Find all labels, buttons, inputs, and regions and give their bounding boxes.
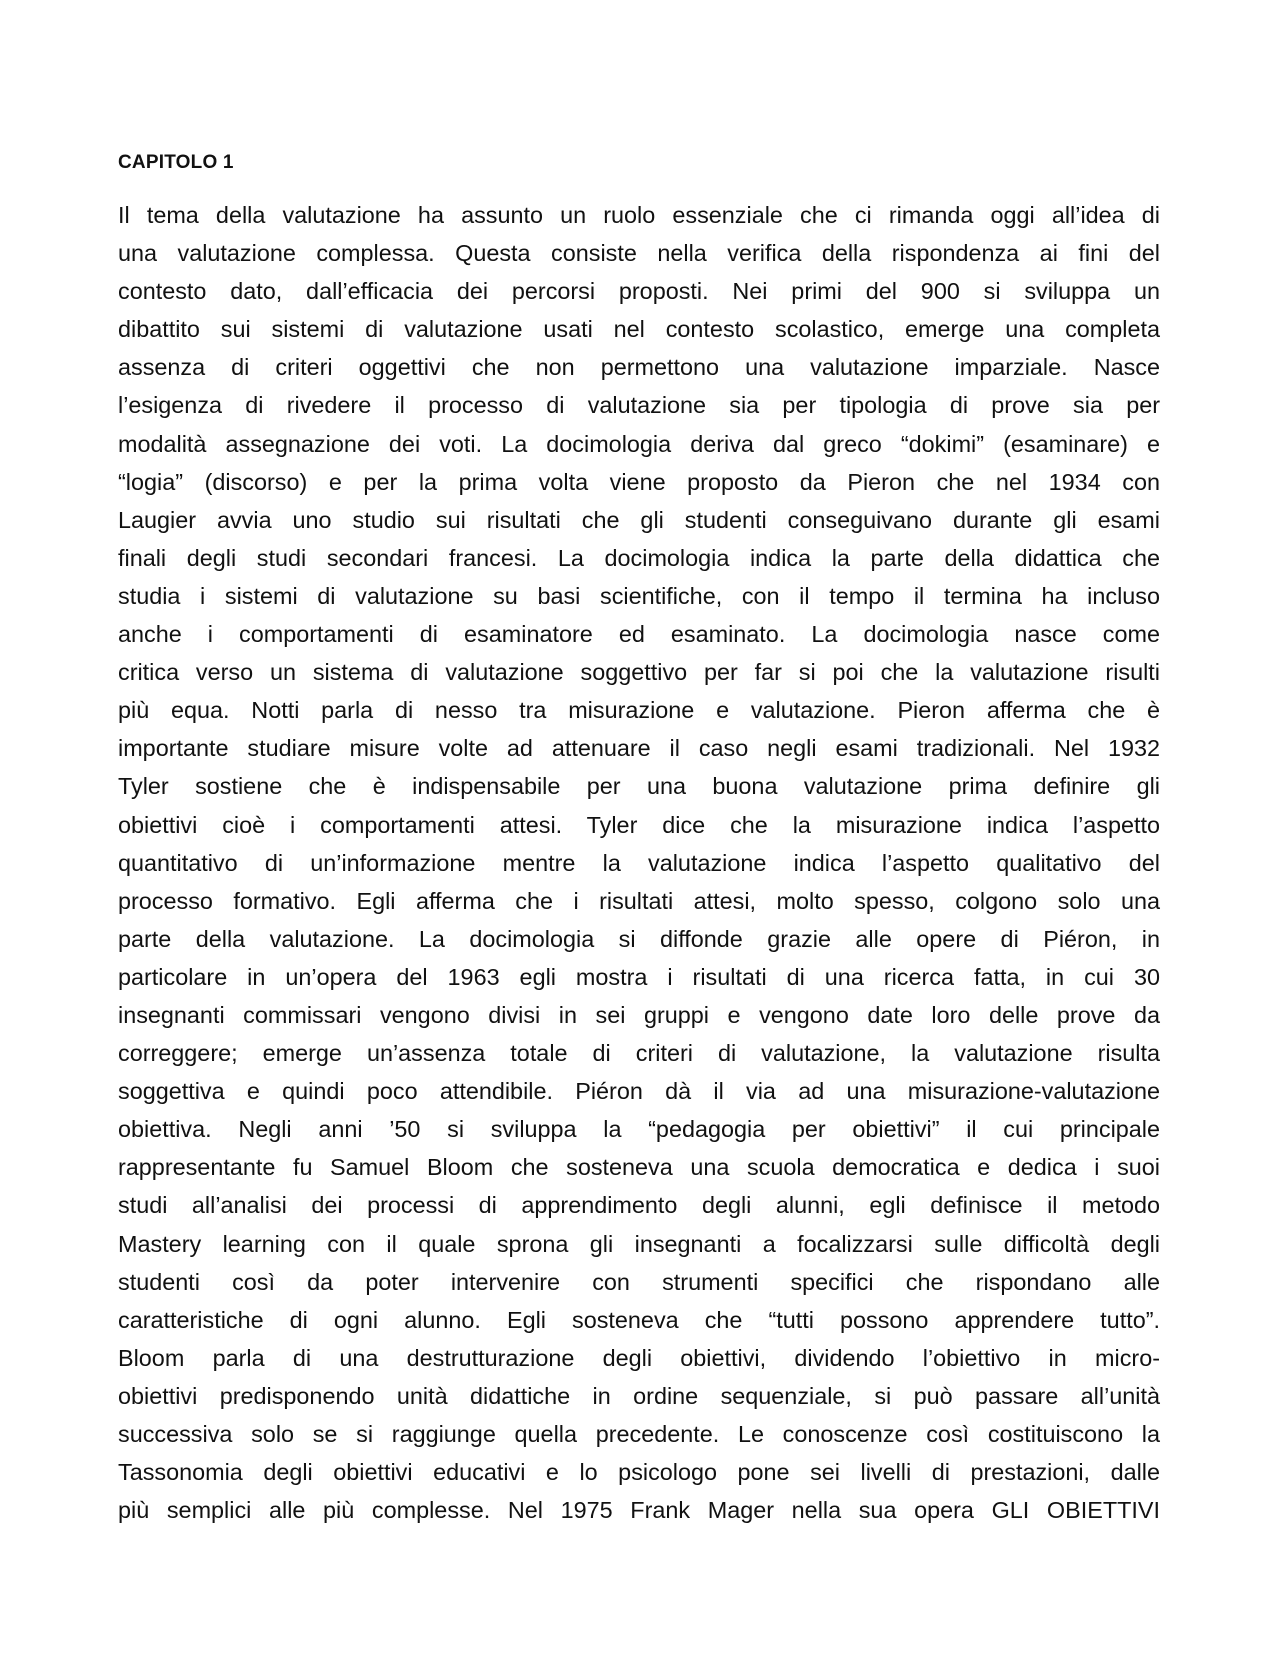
text-line: l’esigenza di rivedere il processo di valutazione sia per tipologia di prove sia per (118, 392, 1160, 419)
text-line: Tyler sostiene che è indispensabile per una buona valutazione prima definire gli (118, 773, 1160, 800)
text-line: “logia” (discorso) e per la prima volta viene proposto da Pieron che nel 1934 con (118, 468, 1160, 495)
text-line: contesto dato, dall’efficacia dei percorsi proposti. Nei primi del 900 si sviluppa un (118, 278, 1160, 305)
text-line: obiettivi cioè i comportamenti attesi. Tyler dice che la misurazione indica l’aspetto (118, 811, 1160, 838)
text-line: finali degli studi secondari francesi. La docimologia indica la parte della didattica che (118, 544, 1160, 571)
text-line: caratteristiche di ogni alunno. Egli sosteneva che “tutti possono apprendere tutto”. (118, 1306, 1160, 1333)
text-line: Laugier avvia uno studio sui risultati che gli studenti conseguivano durante gli esami (118, 506, 1160, 533)
text-line: dibattito sui sistemi di valutazione usati nel contesto scolastico, emerge una completa (118, 316, 1160, 343)
text-line: studi all’analisi dei processi di apprendimento degli alunni, egli definisce il metodo (118, 1192, 1160, 1219)
text-line: obiettiva. Negli anni ’50 si sviluppa la “pedagogia per obiettivi” il cui principale (118, 1116, 1160, 1143)
text-line: Bloom parla di una destrutturazione degli obiettivi, dividendo l’obiettivo in micro- (118, 1344, 1160, 1371)
text-line: più semplici alle più complesse. Nel 1975 Frank Mager nella sua opera GLI OBIETTIVI (118, 1497, 1160, 1524)
text-line: soggettiva e quindi poco attendibile. Piéron dà il via ad una misurazione-valutazione (118, 1078, 1160, 1105)
text-line: insegnanti commissari vengono divisi in sei gruppi e vengono date loro delle prove da (118, 1001, 1160, 1028)
text-line: successiva solo se si raggiunge quella precedente. Le conoscenze così costituiscono la (118, 1421, 1160, 1447)
text-line: rappresentante fu Samuel Bloom che sosteneva una scuola democratica e dedica i suoi (118, 1154, 1160, 1181)
text-line: processo formativo. Egli afferma che i risultati attesi, molto spesso, colgono solo una (118, 887, 1160, 914)
body-paragraph (118, 196, 1160, 1529)
text-line: critica verso un sistema di valutazione soggettivo per far si poi che la valutazione risulti (118, 659, 1160, 686)
text-line: più equa. Notti parla di nesso tra misurazione e valutazione. Pieron afferma che è (118, 697, 1160, 724)
text-line: particolare in un’opera del 1963 egli mostra i risultati di una ricerca fatta, in cui 30 (118, 963, 1160, 990)
text-line: parte della valutazione. La docimologia si diffonde grazie alle opere di Piéron, in (118, 925, 1160, 952)
text-line: Il tema della valutazione ha assunto un ruolo essenziale che ci rimanda oggi all’idea di (118, 202, 1160, 228)
text-line: importante studiare misure volte ad attenuare il caso negli esami tradizionali. Nel 1932 (118, 735, 1160, 762)
text-line: modalità assegnazione dei voti. La docimologia deriva dal greco “dokimi” (esaminare) e (118, 430, 1160, 457)
text-line: una valutazione complessa. Questa consiste nella verifica della rispondenza ai fini del (118, 240, 1160, 267)
text-line: correggere; emerge un’assenza totale di criteri di valutazione, la valutazione risulta (118, 1040, 1160, 1067)
text-line: studenti così da poter intervenire con strumenti specifici che rispondano alle (118, 1268, 1160, 1295)
chapter-heading: CAPITOLO 1 (118, 152, 234, 173)
text-line: anche i comportamenti di esaminatore ed esaminato. La docimologia nasce come (118, 621, 1160, 648)
text-line: Mastery learning con il quale sprona gli insegnanti a focalizzarsi sulle difficoltà degli (118, 1230, 1160, 1257)
text-line: studia i sistemi di valutazione su basi scientifiche, con il tempo il termina ha incluso (118, 582, 1160, 609)
text-line: assenza di criteri oggettivi che non permettono una valutazione imparziale. Nasce (118, 354, 1160, 381)
text-line: quantitativo di un’informazione mentre la valutazione indica l’aspetto qualitativo del (118, 849, 1160, 876)
text-line: obiettivi predisponendo unità didattiche in ordine sequenziale, si può passare all’unità (118, 1382, 1160, 1409)
text-line: Tassonomia degli obiettivi educativi e lo psicologo pone sei livelli di prestazioni, dalle (118, 1459, 1160, 1486)
